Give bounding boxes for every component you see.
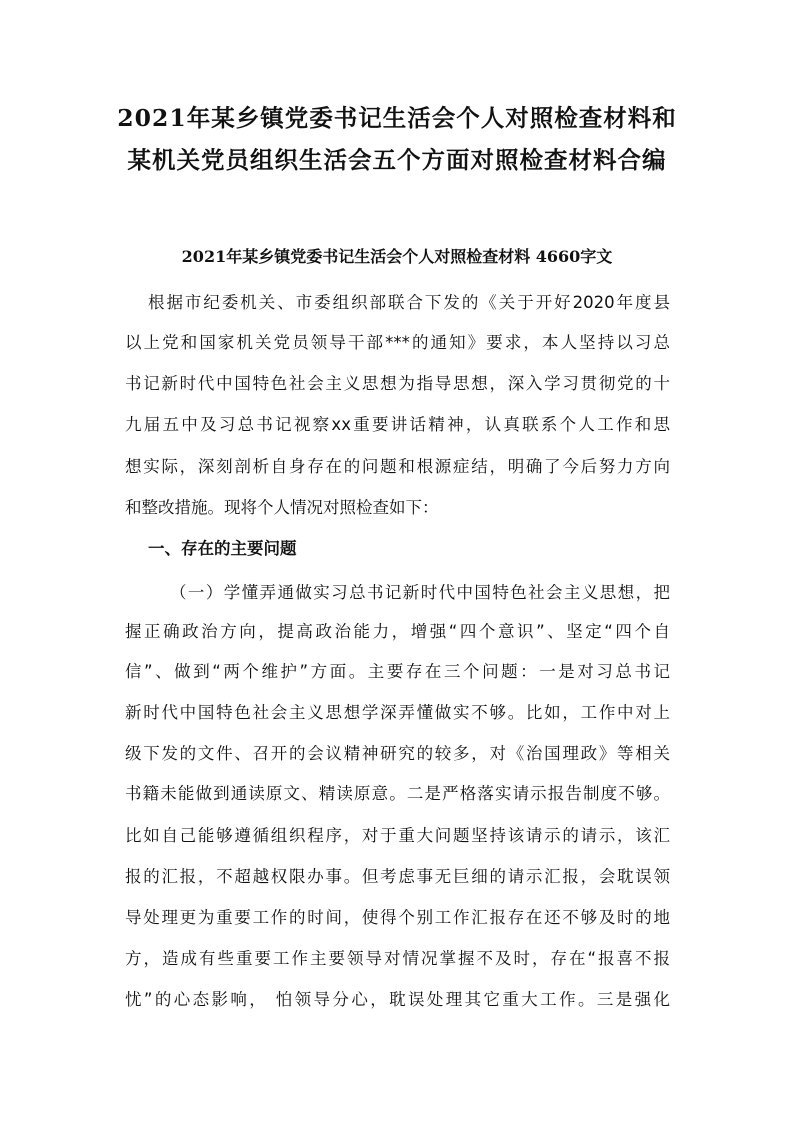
paragraph-line: 级下发的文件、召开的会议精神研究的较多，对《治国理政》等相关 xyxy=(125,744,670,763)
paragraph-line: （一）学懂弄通做实习总书记新时代中国特色社会主义思想，把 xyxy=(170,583,670,602)
section-heading: 一、存在的主要问题 xyxy=(148,539,297,558)
paragraph-line: 比如自己能够遵循组织程序，对于重大问题坚持该请示的请示，该汇 xyxy=(125,826,670,845)
paragraph-line: 握正确政治方向，提高政治能力，增强“四个意识”、坚定“四个自 xyxy=(125,622,670,641)
paragraph-line: 以上党和国家机关党员领导干部***的通知》要求，本人坚持以习总 xyxy=(125,333,670,352)
paragraph-line: 书记新时代中国特色社会主义思想为指导思想，深入学习贯彻党的十 xyxy=(125,374,670,393)
document-title-line-1: 2021年某乡镇党委书记生活会个人对照检查材料和 xyxy=(117,104,677,132)
paragraph-line: 导处理更为重要工作的时间，使得个别工作汇报存在还不够及时的地 xyxy=(125,908,670,927)
paragraph-line: 九届五中及习总书记视察xx重要讲话精神，认真联系个人工作和思 xyxy=(125,415,670,434)
paragraph-line: 新时代中国特色社会主义思想学深弄懂做实不够。比如，工作中对上 xyxy=(125,703,670,722)
paragraph-line: 想实际，深刻剖析自身存在的问题和根源症结，明确了今后努力方向 xyxy=(125,457,670,476)
section-title: 2021年某乡镇党委书记生活会个人对照检查材料 4660字文 xyxy=(181,247,613,266)
paragraph-line: 忧”的心态影响， 怕领导分心，耽误处理其它重大工作。三是强化 xyxy=(125,990,670,1009)
paragraph-line: 方，造成有些重要工作主要领导对情况掌握不及时，存在“报喜不报 xyxy=(125,949,670,968)
paragraph-line: 根据市纪委机关、市委组织部联合下发的《关于开好2020年度县 xyxy=(148,293,670,312)
paragraph-line: 和整改措施。现将个人情况对照检查如下： xyxy=(125,498,439,517)
paragraph-line: 信”、做到“两个维护”方面。主要存在三个问题：一是对习总书记 xyxy=(125,662,670,681)
paragraph-line: 书籍未能做到通读原文、精读原意。二是严格落实请示报告制度不够。 xyxy=(125,784,670,803)
document-title-line-2: 某机关党员组织生活会五个方面对照检查材料合编 xyxy=(127,146,667,174)
paragraph-line: 报的汇报，不超越权限办事。但考虑事无巨细的请示汇报，会耽误领 xyxy=(125,867,670,886)
